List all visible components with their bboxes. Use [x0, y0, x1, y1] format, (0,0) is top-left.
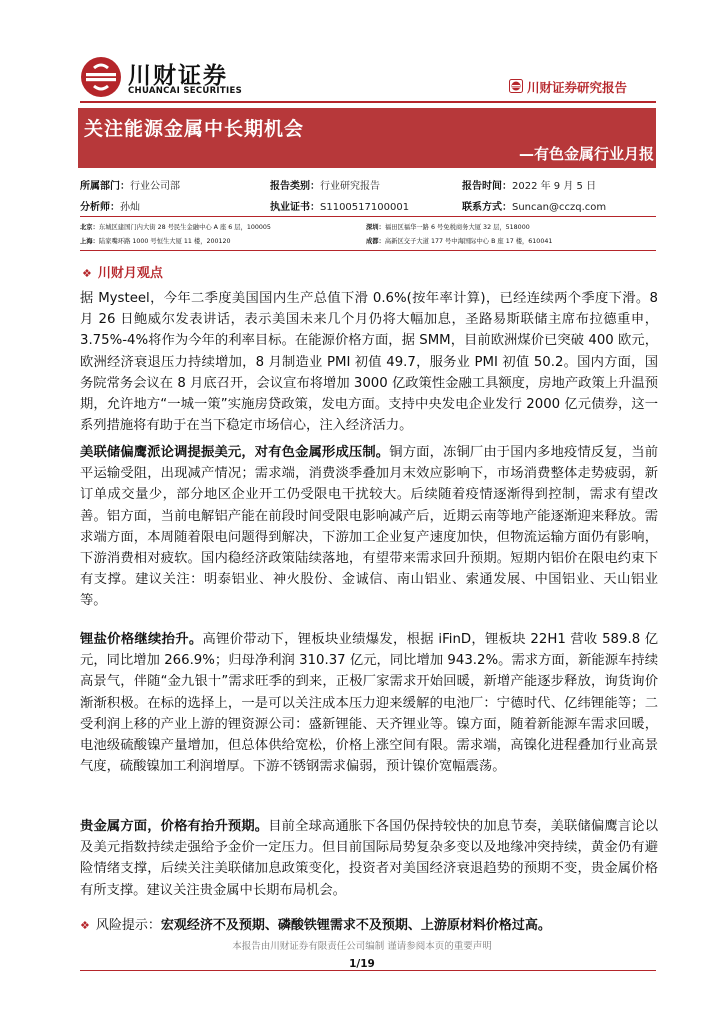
shenzhen-text: 福田区福华一路 6 号免税商务大厦 32 层，518000	[384, 224, 530, 231]
diamond-bullet-icon: ❖	[82, 267, 92, 280]
dept-value: 行业公司部	[130, 181, 180, 192]
page-number: 1/19	[349, 958, 375, 970]
header-divider	[80, 101, 656, 103]
chengdu-label: 成都：	[366, 238, 385, 245]
logo-english-name: CHUANCAI SECURITIES	[128, 86, 242, 96]
dept-info	[80, 177, 180, 192]
chengdu-address	[366, 236, 552, 245]
contact-label: 联系方式：	[462, 202, 512, 213]
paragraph-lithium-lead: 锂盐价格继续抬升。	[80, 632, 203, 647]
risk-warning	[80, 914, 551, 933]
section-heading	[82, 262, 163, 281]
analyst-info	[80, 198, 140, 213]
shanghai-label: 上海：	[80, 238, 99, 245]
contact-info	[462, 198, 606, 213]
beijing-address	[80, 222, 271, 231]
dept-label: 所属部门：	[80, 181, 130, 192]
section-title: 川财月观点	[97, 266, 163, 281]
time-label: 报告时间：	[462, 181, 512, 192]
info-divider	[80, 216, 656, 217]
time-value: 2022 年 9 月 5 日	[512, 181, 597, 192]
paragraph-precious-lead: 贵金属方面，价格有抬升预期。	[80, 819, 269, 834]
shenzhen-address	[366, 222, 530, 231]
report-subtitle: —有色金属行业月报	[518, 145, 654, 163]
paragraph-lithium-body: 高锂价带动下，锂板块业绩爆发，根据 iFinD，锂板块 22H1 营收 589.8 亿元，同比增加 266.9%；归母净利润 310.37 亿元，同比增加 943.2%。需求方面，新能源车持续高景气，伴随“金九银十”需求旺季的到来，正极厂家需求开始回暖，新增产能逐步释放，询货询价渐渐积极。在标的选择上，一是可以关注成本压力迎来缓解的电池厂：宁德时代、亿纬锂能等；二受利润上移的产业上游的锂资源公司：盛新锂能、天齐锂业等。镍方面，随着新能源车需求回暖，电池级硫酸镍产量增加，但总体供给宽松，价格上涨空间有限。需求端，高镍化进程叠加行业高景气度，硫酸镍加工利润增厚。下游不锈钢需求偏弱，预计镍价宽幅震荡。	[80, 632, 658, 775]
license-label: 执业证书：	[270, 202, 320, 213]
report-title: 关注能源金属中长期机会	[84, 118, 305, 140]
paragraph-base-metals-body: 铜方面，冻铜厂由于国内多地疫情反复，当前平运输受阻，出现减产情况；需求端，消费淡季叠加月末效应影响下，市场消费整体走势疲弱，新订单成交量少，部分地区企业开工仍受限电干扰较大。后续随着疫情逐渐得到控制，需求有望改善。铝方面，当前电解铝产能在前段时间受限电影响减产后，近期云南等地产能逐渐迎来释放。需求端方面，本周随着限电问题得到解决，下游加工企业复产速度加快，但物流运输方面仍有影响，下游消费相对疲软。国内稳经济政策陆续落地，有望带来需求回升预期。短期内铝价在限电约束下有支撑。建议关注：明泰铝业、神火股份、金诚信、南山铝业、索通发展、中国铝业、天山铝业等。	[80, 445, 659, 609]
chuancai-logo-icon	[80, 56, 122, 98]
type-info	[270, 177, 380, 192]
shanghai-text: 陆家嘴环路 1000 号恒生大厦 11 楼，200120	[98, 238, 231, 245]
shenzhen-label: 深圳：	[366, 224, 385, 231]
footer-disclaimer: 本报告由川财证券有限责任公司编制 谨请参阅本页的重要声明	[232, 941, 492, 952]
risk-text: 宏观经济不及预期、磷酸铁锂需求不及预期、上游原材料价格过高。	[160, 918, 551, 933]
type-value: 行业研究报告	[320, 181, 380, 192]
beijing-label: 北京：	[80, 224, 99, 231]
risk-label: 风险提示：	[95, 918, 161, 933]
chengdu-text: 高新区交子大道 177 号中海国际中心 B 座 17 楼，610041	[384, 238, 553, 245]
type-label: 报告类别：	[270, 181, 320, 192]
license-value: S1100517100001	[320, 202, 410, 213]
report-series-label: 川财证券研究报告	[527, 80, 628, 95]
paragraph-precious-body: 目前全球高通胀下各国仍保持较快的加息节奏，美联储偏鹰言论以及美元指数持续走强给予金价一定压力。但目前国际局势复杂多变以及地缘冲突持续，黄金仍有避险情绪支撑，后续关注美联储加息政策变化，投资者对美国经济衰退趋势的预期不变，贵金属价格有所支撑。建议关注贵金属中长期布局机会。	[80, 819, 658, 898]
contact-value: Suncan@cczq.com	[512, 202, 607, 213]
logo-chinese-name: 川财证券	[128, 63, 228, 89]
paragraph-precious-metals	[80, 816, 658, 901]
diamond-bullet-icon: ❖	[80, 919, 90, 932]
paragraph-base-metals-lead: 美联储偏鹰派论调提振美元，对有色金属形成压制。	[80, 445, 390, 460]
time-info	[462, 177, 596, 192]
beijing-text: 东城区建国门内大街 28 号民生金融中心 A 座 6 层，100005	[98, 224, 271, 231]
license-info	[270, 198, 409, 213]
analyst-value: 孙灿	[120, 202, 140, 213]
brand-small-icon	[509, 79, 523, 93]
paragraph-lithium	[80, 629, 658, 777]
analyst-label: 分析师：	[80, 202, 120, 213]
paragraph-base-metals	[80, 442, 658, 612]
footer-divider	[80, 970, 656, 971]
paragraph-macro: 据 Mysteel，今年二季度美国国内生产总值下滑 0.6%(按年率计算)，已经连续两个季度下滑。8 月 26 日鲍威尔发表讲话，表示美国未来几个月仍将大幅加息，圣路易斯联储主席布拉德重申，3.75%-4%将作为今年的利率目标。在能源价格方面，据 SMM，目前欧洲煤价已突破 400 欧元，欧洲经济衰退压力持续增加，8 月制造业 PMI 初值 49.7，服务业 PMI 初值 50.2。国内方面，国务院常务会议在 8 月底召开，会议宣布将增加 3000 亿政策性金融工具额度，房地产政策上升温预期，允许地方“一城一策”实施房贷政策，发电方面。支持中央发电企业发行 2000 亿元债券，这一系列措施将有助于在当下稳定市场信心，注入经济活力。	[80, 291, 658, 434]
shanghai-address	[80, 236, 231, 245]
address-divider	[80, 250, 656, 251]
